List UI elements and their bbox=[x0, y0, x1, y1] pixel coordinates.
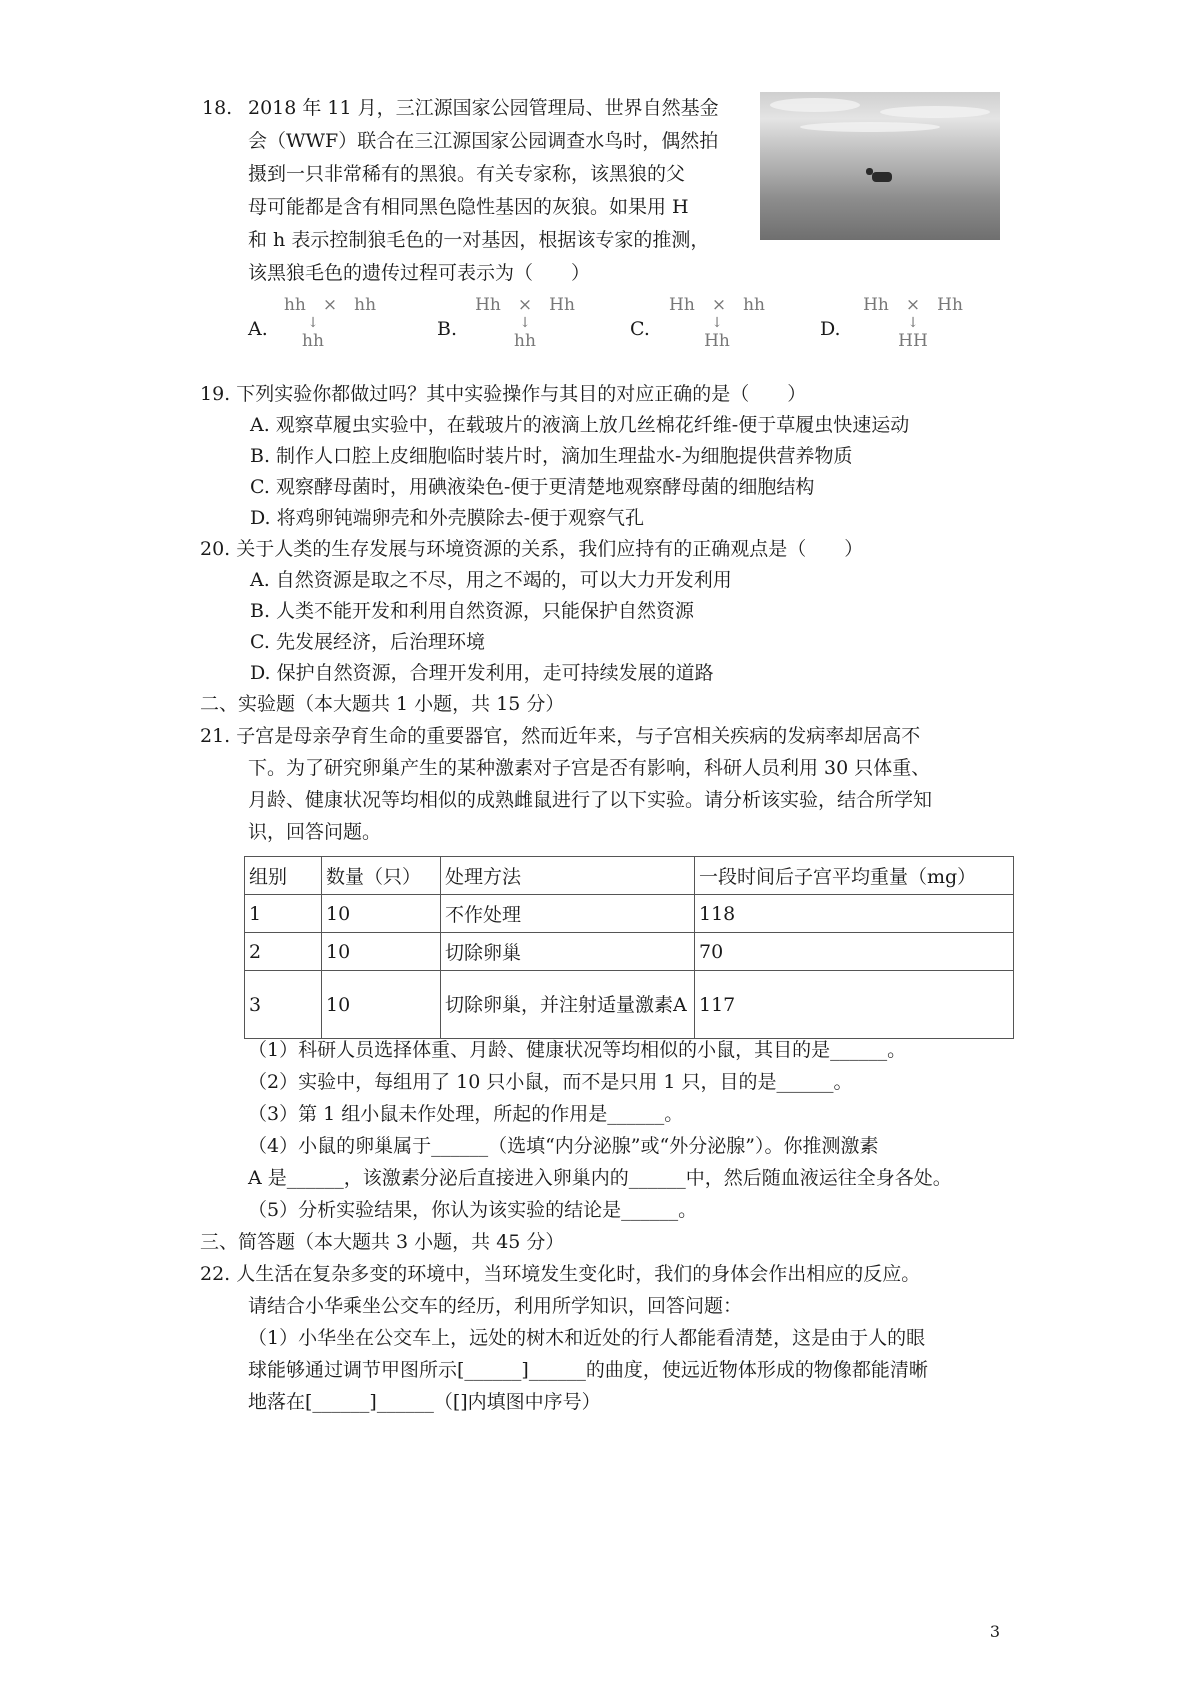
table-row bbox=[245, 933, 1014, 971]
parent1: Hh bbox=[669, 295, 695, 315]
q18-option-a-label[interactable]: A. bbox=[248, 318, 268, 340]
q22-line: 22. 人生活在复杂多变的环境中，当环境发生变化时，我们的身体会作出相应的反应。 bbox=[200, 1263, 921, 1285]
q18-option-b-diagram bbox=[470, 294, 580, 352]
q21-line: 21. 子宫是母亲孕育生命的重要器官，然而近年来，与子宫相关疾病的发病率却居高不 bbox=[200, 725, 921, 747]
q19-option-d[interactable]: D. 将鸡卵钝端卵壳和外壳膜除去-便于观察气孔 bbox=[250, 507, 645, 529]
q18-line: 和 h 表示控制狼毛色的一对基因，根据该专家的推测， bbox=[248, 229, 710, 251]
q19-stem: 19. 下列实验你都做过吗？其中实验操作与其目的对应正确的是（ ） bbox=[200, 383, 807, 405]
q21-sub-4: （4）小鼠的卵巢属于______（选填“内分泌腺”或“外分泌腺”）。你推测激素 bbox=[248, 1135, 879, 1157]
parent1: Hh bbox=[475, 295, 501, 315]
q21-sub-1: （1）科研人员选择体重、月龄、健康状况等均相似的小鼠，其目的是______。 bbox=[248, 1039, 907, 1061]
table-cell: 切除卵巢，并注射适量激素A bbox=[441, 971, 695, 1039]
q20-option-b[interactable]: B. 人类不能开发和利用自然资源，只能保护自然资源 bbox=[250, 600, 695, 622]
q19-option-b[interactable]: B. 制作人口腔上皮细胞临时装片时，滴加生理盐水-为细胞提供营养物质 bbox=[250, 445, 853, 467]
q21-line: 识，回答问题。 bbox=[248, 821, 382, 843]
parent1: Hh bbox=[863, 295, 889, 315]
q21-sub-4-cont: A 是______，该激素分泌后直接进入卵巢内的______中，然后随血液运往全身各处。 bbox=[248, 1167, 952, 1189]
offspring: hh bbox=[514, 331, 536, 351]
q21-sub-2: （2）实验中，每组用了 10 只小鼠，而不是只用 1 只，目的是______。 bbox=[248, 1071, 853, 1093]
q20-stem: 20. 关于人类的生存发展与环境资源的关系，我们应持有的正确观点是（ ） bbox=[200, 538, 864, 560]
q18-text bbox=[202, 92, 748, 290]
q22-sub-1-cont: 地落在[______]______（[]内填图中序号） bbox=[248, 1391, 601, 1413]
q19-option-c[interactable]: C. 观察酵母菌时，用碘液染色-便于更清楚地观察酵母菌的细胞结构 bbox=[250, 476, 815, 498]
q21-sub-5: （5）分析实验结果，你认为该实验的结论是______。 bbox=[248, 1199, 698, 1221]
offspring: HH bbox=[898, 331, 928, 351]
q22-sub-1-cont: 球能够通过调节甲图所示[______]______的曲度，使远近物体形成的物像都能清晰 bbox=[248, 1359, 928, 1381]
table-cell: 118 bbox=[695, 895, 1014, 933]
table-cell: 切除卵巢 bbox=[441, 933, 695, 971]
experiment-table bbox=[244, 856, 1014, 1039]
black-wolf-photo bbox=[760, 92, 1000, 240]
table-cell: 117 bbox=[695, 971, 1014, 1039]
q18-line: 摄到一只非常稀有的黑狼。有关专家称，该黑狼的父 bbox=[248, 163, 686, 185]
q18-number: 18. bbox=[202, 97, 233, 119]
cross-symbol: × bbox=[322, 295, 338, 315]
table-header: 处理方法 bbox=[441, 857, 695, 895]
page-number: 3 bbox=[989, 1622, 1000, 1641]
parent2: hh bbox=[743, 295, 765, 315]
table-row bbox=[245, 895, 1014, 933]
q18-option-d-diagram bbox=[858, 294, 968, 352]
offspring: Hh bbox=[704, 331, 730, 351]
q18-line: 该黑狼毛色的遗传过程可表示为（ ） bbox=[248, 262, 591, 284]
table-header: 组别 bbox=[245, 857, 322, 895]
q18-option-b-label[interactable]: B. bbox=[437, 318, 458, 340]
q18-option-c-label[interactable]: C. bbox=[630, 318, 650, 340]
table-header: 数量（只） bbox=[322, 857, 441, 895]
parent2: hh bbox=[354, 295, 377, 315]
parent2: Hh bbox=[937, 295, 963, 315]
q20-option-a[interactable]: A. 自然资源是取之不尽，用之不竭的，可以大力开发利用 bbox=[250, 569, 732, 591]
cross-symbol: × bbox=[905, 295, 921, 315]
cross-symbol: × bbox=[711, 295, 727, 315]
down-arrow-icon: ↓ bbox=[307, 315, 319, 331]
down-arrow-icon: ↓ bbox=[711, 315, 723, 331]
cross-symbol: × bbox=[517, 295, 533, 315]
table-header: 一段时间后子宫平均重量（mg） bbox=[695, 857, 1014, 895]
q18-option-d-label[interactable]: D. bbox=[820, 318, 841, 340]
q18-option-a-diagram bbox=[280, 294, 380, 352]
table-cell: 10 bbox=[322, 895, 441, 933]
q19-option-a[interactable]: A. 观察草履虫实验中，在载玻片的液滴上放几丝棉花纤维-便于草履虫快速运动 bbox=[250, 414, 910, 436]
q18-line: 母可能都是含有相同黑色隐性基因的灰狼。如果用 H bbox=[248, 196, 689, 218]
wolf-figure bbox=[872, 172, 892, 182]
table-cell: 10 bbox=[322, 971, 441, 1039]
table-row bbox=[245, 971, 1014, 1039]
q21-line: 月龄、健康状况等均相似的成熟雌鼠进行了以下实验。请分析该实验，结合所学知 bbox=[248, 789, 933, 811]
down-arrow-icon: ↓ bbox=[519, 315, 531, 331]
q20-option-d[interactable]: D. 保护自然资源，合理开发利用，走可持续发展的道路 bbox=[250, 662, 714, 684]
q22-sub-1: （1）小华坐在公交车上，远处的树木和近处的行人都能看清楚，这是由于人的眼 bbox=[248, 1327, 926, 1349]
q18-line: 2018 年 11 月，三江源国家公园管理局、世界自然基金 bbox=[248, 97, 719, 119]
table-header-row bbox=[245, 857, 1014, 895]
down-arrow-icon: ↓ bbox=[907, 315, 919, 331]
table-cell: 2 bbox=[245, 933, 322, 971]
section-2-heading: 二、实验题（本大题共 1 小题，共 15 分） bbox=[200, 693, 565, 715]
q22-line: 请结合小华乘坐公交车的经历，利用所学知识，回答问题： bbox=[248, 1295, 743, 1317]
table-cell: 10 bbox=[322, 933, 441, 971]
q18-option-c-diagram bbox=[662, 294, 772, 352]
q21-sub-3: （3）第 1 组小鼠未作处理，所起的作用是______。 bbox=[248, 1103, 684, 1125]
table-cell: 1 bbox=[245, 895, 322, 933]
section-3-heading: 三、简答题（本大题共 3 小题，共 45 分） bbox=[200, 1231, 565, 1253]
q18-line: 会（WWF）联合在三江源国家公园调查水鸟时，偶然拍 bbox=[248, 130, 719, 152]
table-cell: 3 bbox=[245, 971, 322, 1039]
parent1: hh bbox=[283, 295, 306, 315]
q20-option-c[interactable]: C. 先发展经济，后治理环境 bbox=[250, 631, 485, 653]
parent2: Hh bbox=[549, 295, 575, 315]
q21-line: 下。为了研究卵巢产生的某种激素对子宫是否有影响，科研人员利用 30 只体重、 bbox=[248, 757, 931, 779]
offspring: hh bbox=[302, 331, 324, 351]
table-cell: 70 bbox=[695, 933, 1014, 971]
table-cell: 不作处理 bbox=[441, 895, 695, 933]
